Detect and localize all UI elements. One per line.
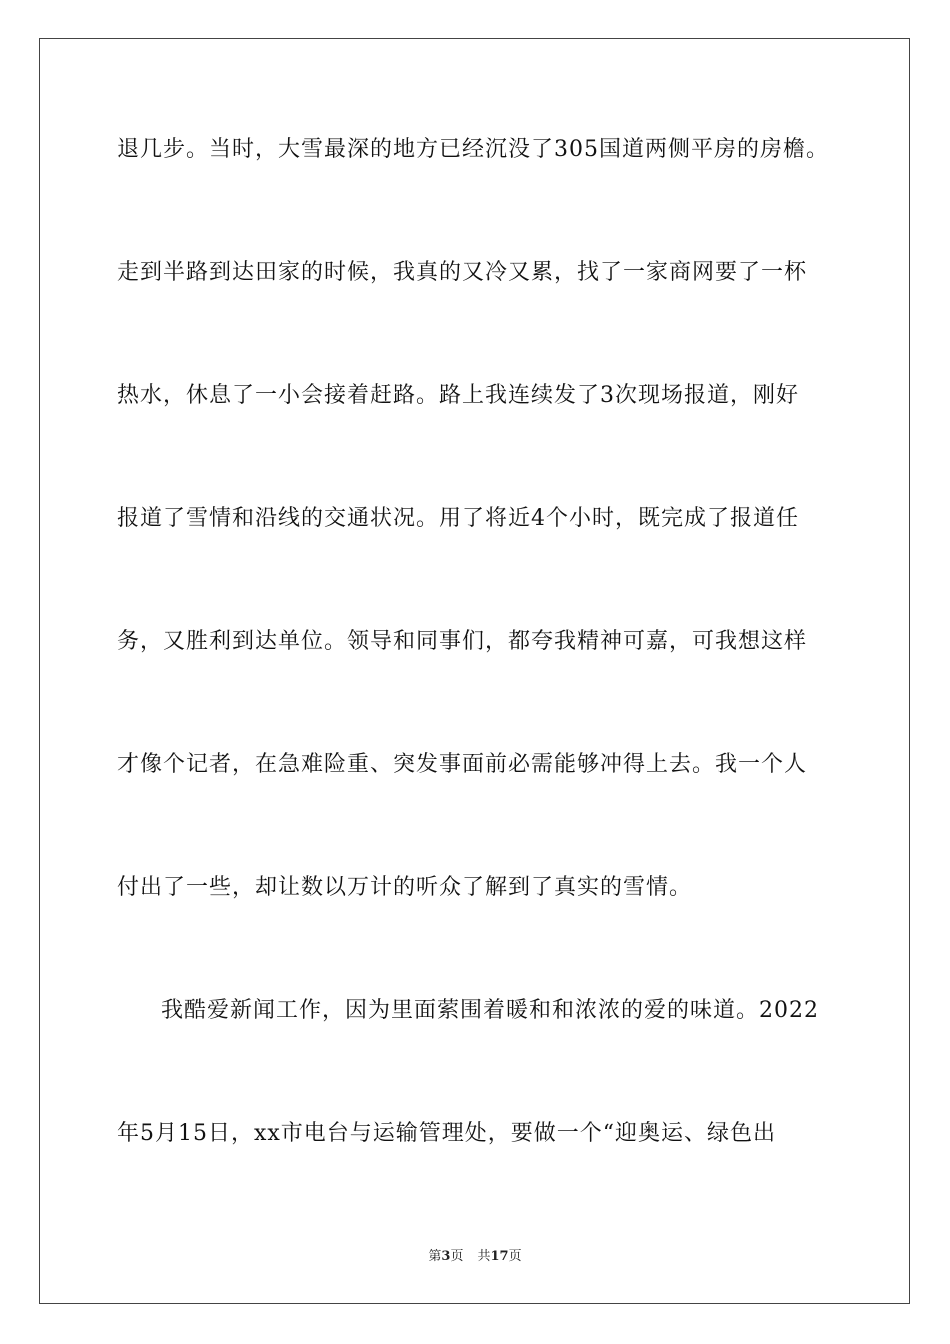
text-line-4: 报道了雪情和沿线的交通状况。用了将近4个小时，既完成了报道任 <box>117 506 799 531</box>
page-border <box>39 38 910 1304</box>
footer-total-prefix: 共 <box>477 1249 491 1264</box>
text-line-5: 务，又胜利到达单位。领导和同事们，都夸我精神可嘉，可我想这样 <box>117 629 808 654</box>
text-line-6: 才像个记者，在急难险重、突发事面前必需能够冲得上去。我一个人 <box>117 752 808 777</box>
footer-page-number: 3 <box>441 1249 451 1264</box>
page-footer <box>0 1248 950 1266</box>
text-line-7: 付出了一些，却让数以万计的听众了解到了真实的雪情。 <box>117 875 693 900</box>
text-line-9: 年5月15日，xx市电台与运输管理处，要做一个“迎奥运、绿色出 <box>117 1121 777 1146</box>
footer-page-suffix: 页 <box>450 1249 464 1264</box>
text-line-1: 退几步。当时，大雪最深的地方已经沉没了305国道两侧平房的房檐。 <box>117 137 829 162</box>
text-line-3: 热水，休息了一小会接着赶路。路上我连续发了3次现场报道，刚好 <box>117 383 799 408</box>
footer-total-pages: 17 <box>490 1249 509 1264</box>
footer-page-prefix: 第 <box>428 1249 442 1264</box>
text-line-2: 走到半路到达田家的时候，我真的又冷又累，找了一家商网要了一杯 <box>117 260 808 285</box>
footer-total-suffix: 页 <box>508 1249 522 1264</box>
text-line-8: 我酷爱新闻工作，因为里面萦围着暖和和浓浓的爱的味道。2022 <box>161 998 819 1023</box>
